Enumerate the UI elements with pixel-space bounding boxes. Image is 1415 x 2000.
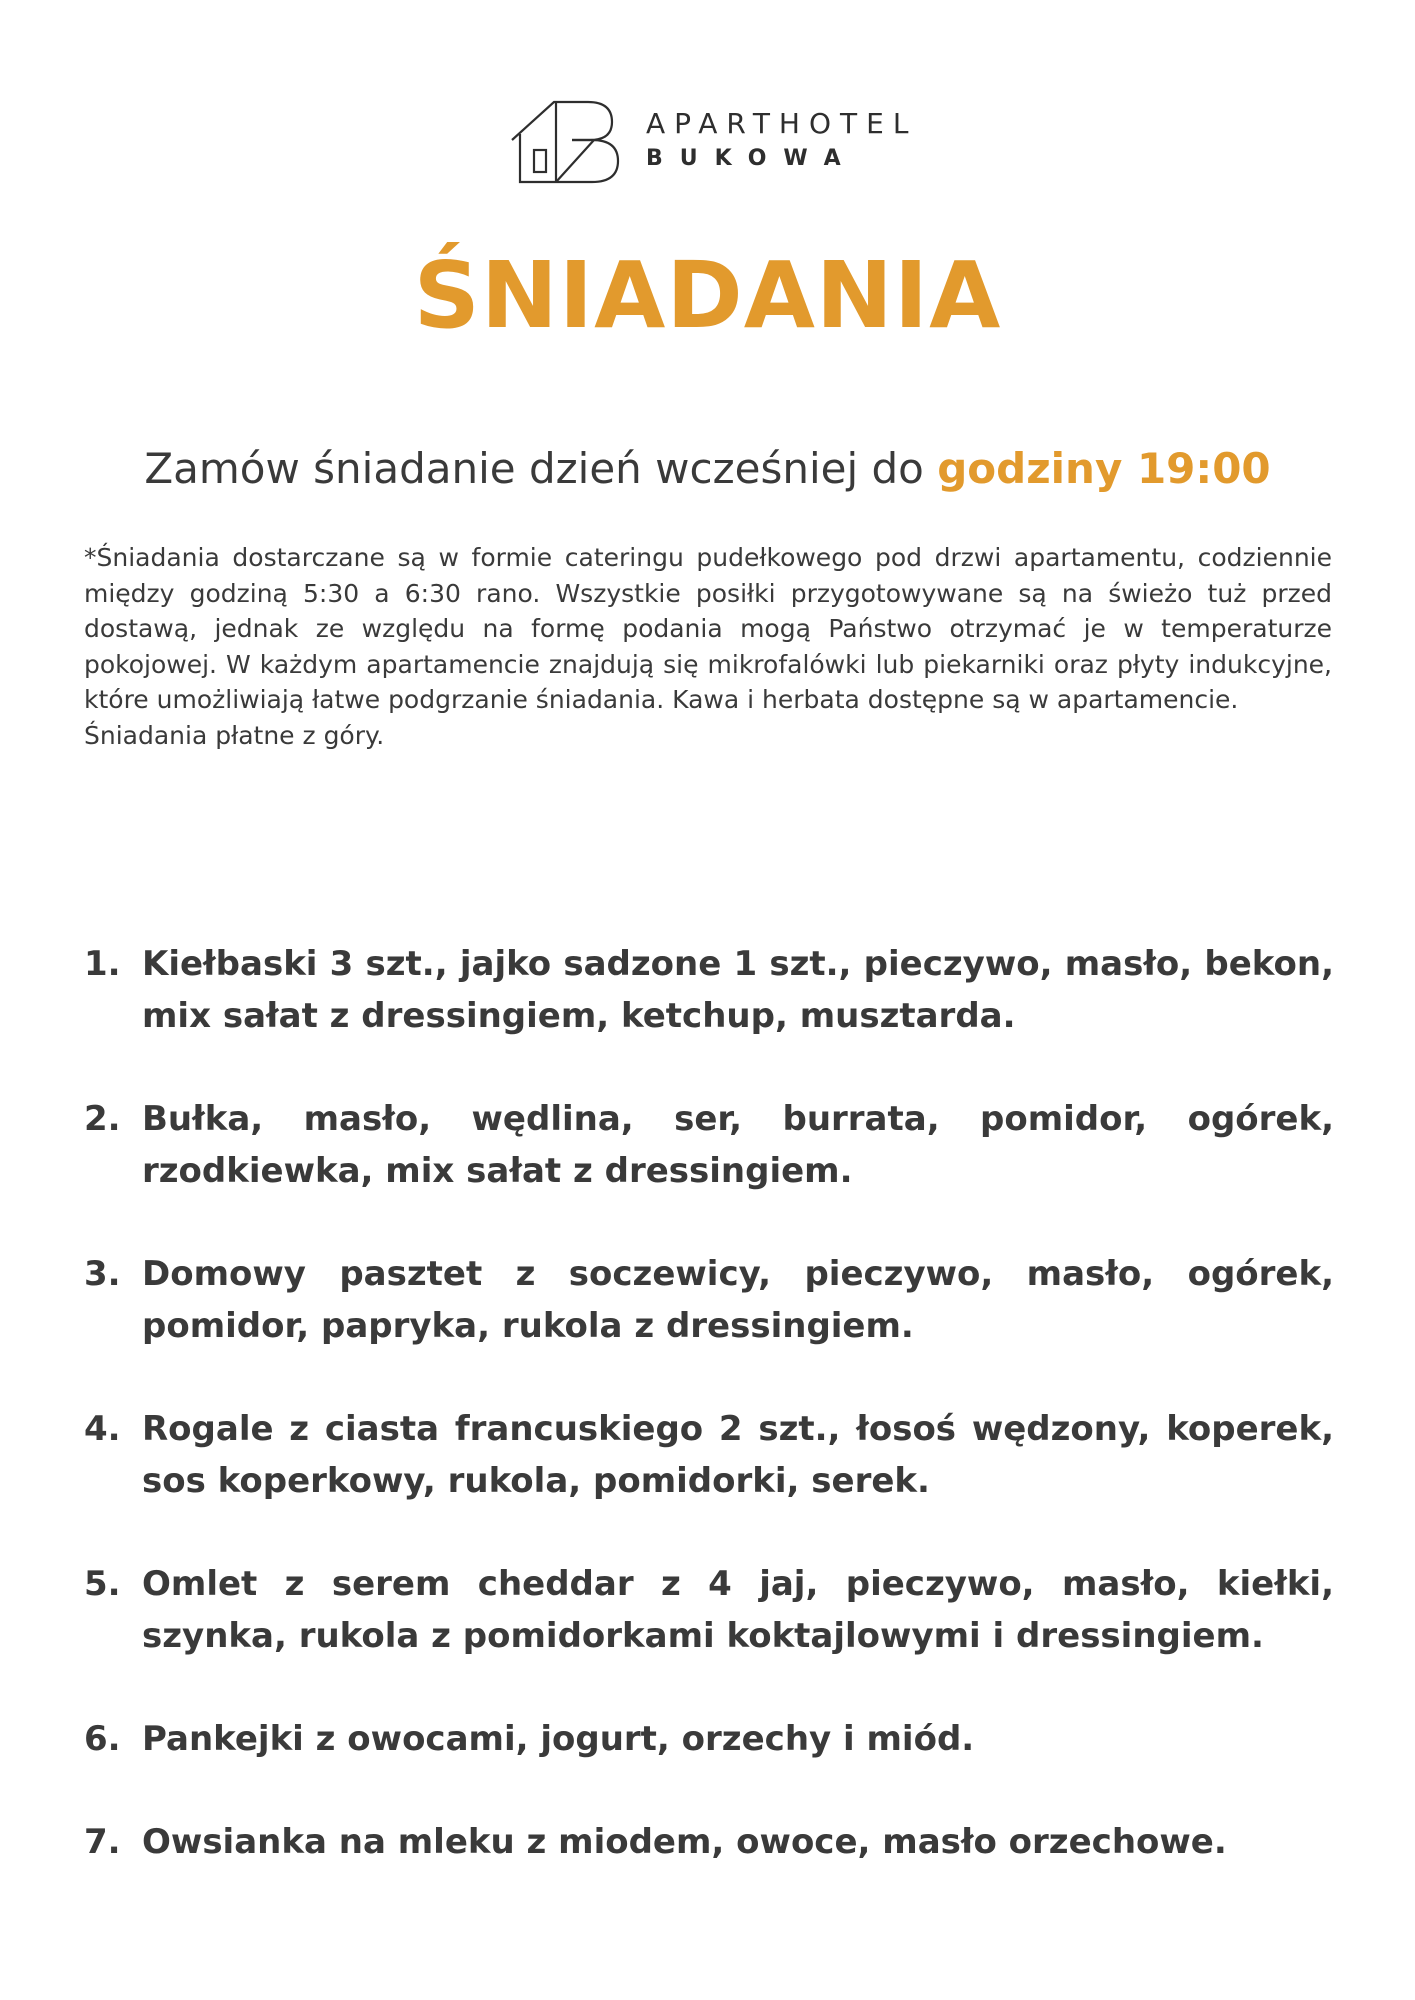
menu-item-text: Omlet z serem cheddar z 4 jaj, pieczywo, masło, kiełki, szynka, rukola z pomidorkami koktajlowymi i dressingiem. [142, 1564, 1334, 1656]
subtitle-text: Zamów śniadanie dzień wcześniej do [144, 444, 938, 493]
menu-item-4 [84, 1403, 1334, 1507]
menu-item-text: Domowy pasztet z soczewicy, pieczywo, masło, ogórek, pomidor, papryka, rukola z dressingiem. [142, 1254, 1334, 1346]
menu-item-3 [84, 1248, 1334, 1352]
logo-line-aparthotel: APARTHOTEL [646, 107, 918, 140]
menu-item-6 [84, 1713, 1334, 1765]
house-b-logo-icon [510, 98, 630, 188]
menu-item-number: 7. [84, 1822, 121, 1862]
menu-item-text: Pankejki z owocami, jogurt, orzechy i miód. [142, 1719, 975, 1759]
page-title: ŚNIADANIA [413, 242, 1002, 349]
menu-item-number: 6. [84, 1719, 121, 1759]
notice-payment: Śniadania płatne z góry. [84, 720, 385, 750]
logo-text [646, 107, 918, 171]
logo-line-bukowa: BUKOWA [646, 146, 858, 171]
menu-item-text: Kiełbaski 3 szt., jajko sadzone 1 szt., pieczywo, masło, bekon, mix sałat z dressingiem, ketchup, musztarda. [142, 944, 1334, 1036]
menu-item-text: Bułka, masło, wędlina, ser, burrata, pomidor, ogórek, rzodkiewka, mix sałat z dressingiem. [142, 1099, 1334, 1191]
menu-item-text: Owsianka na mleku z miodem, owoce, masło orzechowe. [142, 1822, 1227, 1862]
breakfast-menu-list [84, 938, 1334, 1919]
menu-item-number: 4. [84, 1409, 121, 1449]
hotel-logo [510, 98, 930, 188]
subtitle-deadline-highlight: godziny 19:00 [937, 444, 1271, 493]
notice-paragraph: *Śniadania dostarczane są w formie cateringu pudełkowego pod drzwi apartamentu, codziennie między godziną 5:30 a 6:30 rano. Wszystkie posiłki przygotowywane są na świeżo tuż przed dostawą, jednak ze względu na formę podania mogą Państwo otrzymać je w temperaturze pokojowej. W każdym apartamencie znajdują się mikrofalówki lub piekarniki oraz płyty indukcyjne, które umożliwiają łatwe podgrzanie śniadania. Kawa i herbata dostępne są w apartamencie. [84, 543, 1332, 714]
menu-item-text: Rogale z ciasta francuskiego 2 szt., łosoś wędzony, koperek, sos koperkowy, rukola, pomidorki, serek. [142, 1409, 1334, 1501]
menu-item-7 [84, 1816, 1334, 1868]
menu-item-number: 2. [84, 1099, 121, 1139]
menu-item-number: 5. [84, 1564, 121, 1604]
menu-item-1 [84, 938, 1334, 1042]
menu-item-number: 1. [84, 944, 121, 984]
delivery-notice [84, 540, 1332, 753]
order-deadline-subtitle [0, 444, 1415, 493]
menu-item-2 [84, 1093, 1334, 1197]
menu-item-5 [84, 1558, 1334, 1662]
menu-item-number: 3. [84, 1254, 121, 1294]
